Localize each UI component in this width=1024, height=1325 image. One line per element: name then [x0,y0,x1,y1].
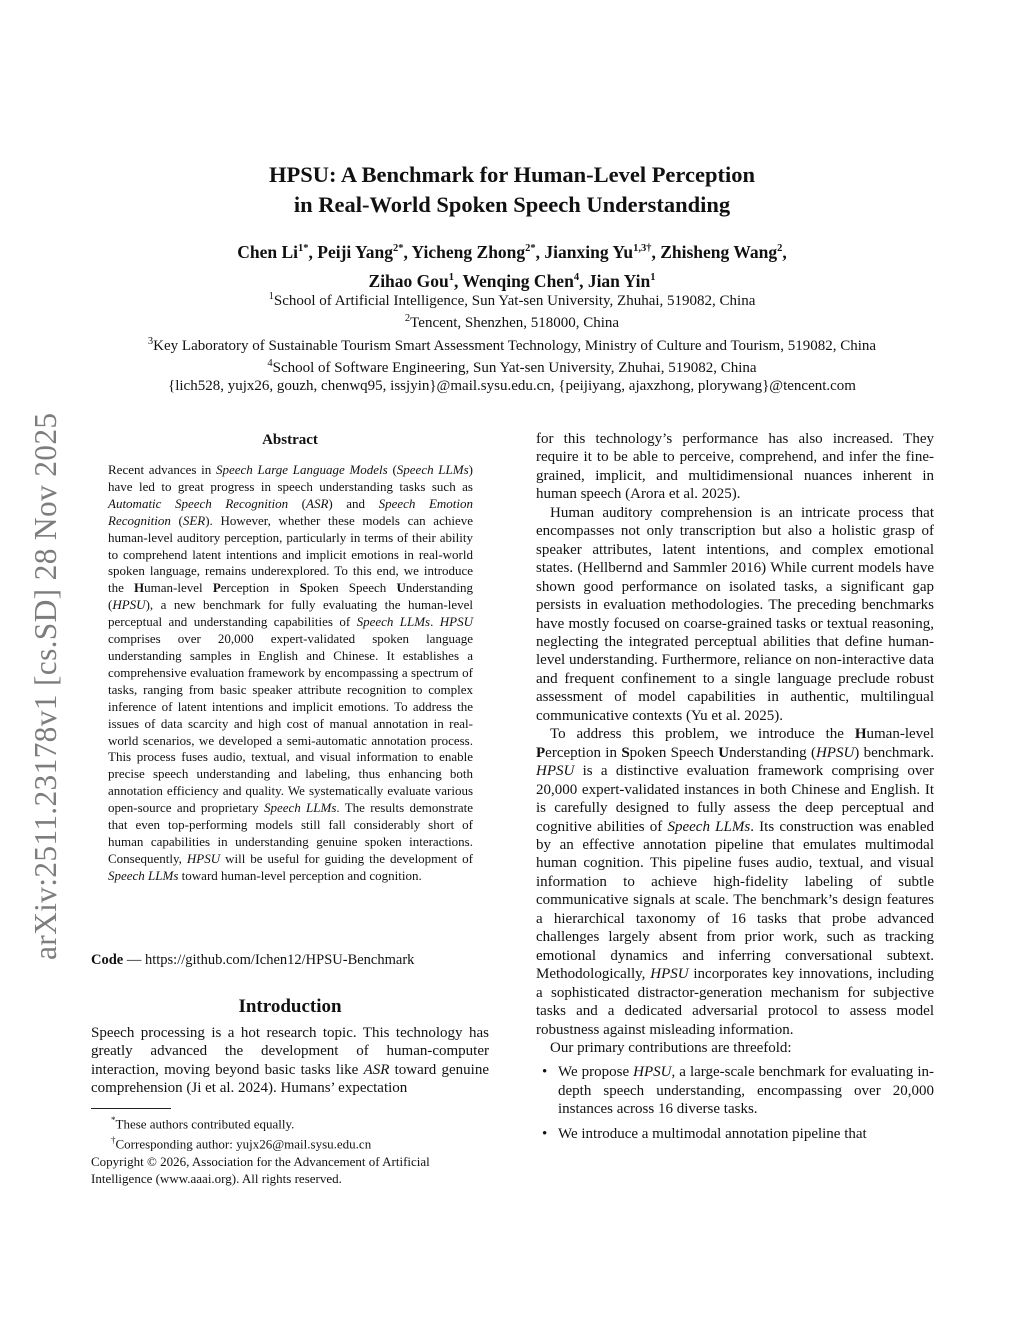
author-mark: 1 [448,271,455,283]
author-name: , Jian Yin [579,270,651,291]
text: erception in [220,580,300,596]
footnote-mark: * [111,1115,116,1125]
text: P [212,580,221,596]
text: nderstanding ( [729,744,816,761]
copyright-notice: Copyright © 2026, Association for the Advancement of Artificial Intelligence (www.aaai.org). All rights reserved. [91,1153,430,1186]
code-url-link[interactable]: https://github.com/Ichen12/HPSU-Benchmark [144,952,415,968]
text: uman-level [866,726,934,743]
text: toward human-level perception and cognition. [178,867,422,883]
text: , a large-scale benchmark for evaluating in-depth speech understanding, encompassing over 20,000 instances across 16 diverse tasks. [558,1064,934,1118]
text: ) have led to great progress in speech understanding tasks such as [108,462,473,494]
text: . Its construction was enabled by an effective annotation pipeline that emulates multimodal human cognition. This pipeline fuses audio, textual, and visual information to achieve high-fidelity labeling of subtle communicative signals at scale. The benchmark’s design features a hierarchical taxonomy of 16 tasks that probe advanced challenges largely absent from prior work, such as tracking emotional dynamics and inferring conversational subtext. Methodologically, [536,818,934,983]
author-name: , Peiji Yang [308,241,393,262]
title-line-2: in Real-World Spoken Speech Understanding [293,192,731,217]
author-name: , Yicheng Zhong [403,241,526,262]
text: S [621,744,630,761]
affiliation-text: School of Artificial Intelligence, Sun Yat-sen University, Zhuhai, 519082, China [273,293,756,309]
author-mark: 2 [777,243,783,254]
text: Speech LLMs [667,818,751,835]
author-mark: 1 [650,271,656,283]
text: Speech Large Language Models [215,462,388,477]
author-name: , Zhisheng Wang [651,241,778,262]
text: We introduce a multimodal annotation pipeline that [558,1125,867,1142]
author-emails: {lich528, yujx26, gouzh, chenwq95, issjyin}@mail.sysu.edu.cn, {peijiyang, ajaxzhong, plorywang}@tencent.com [168,378,856,395]
text: H [134,580,145,596]
author-mark: 4 [573,271,580,283]
text: H [854,726,867,743]
text: comprises over 20,000 expert-validated spoken language understanding samples in English and Chinese. It establishes a comprehensive evaluation framework by encompassing a spectrum of tasks, ranging from basic speaker attribute recognition to complex inference of latent intentions and implicit emotions. To address the issues of data scarcity and high cost of manual annotation in real-world scenarios, we developed a semi-automatic annotation process. This process fuses audio, textual, and visual information to enable precise speech understanding and labeling, thus enhancing both annotation efficiency and quality. We systematically evaluate various open-source and proprietary [108,631,473,816]
contributions-list [536,1063,934,1143]
author-mark: 1,3† [633,243,652,254]
text: HPSU [650,966,689,983]
text: poken Speech [306,580,397,596]
text: ) benchmark. [854,744,934,761]
footnote-2 [91,1132,489,1152]
affiliation-3 [60,333,964,355]
text: toward genuine comprehension (Ji et al. 2024). Humans’ expectation [91,1061,489,1097]
bullet-icon: • [542,1125,548,1142]
text: We propose [558,1064,634,1081]
text: Speech LLMs [396,462,469,477]
paragraph: Our primary contributions are threefold: [550,1039,792,1056]
affiliation-text: Key Laboratory of Sustainable Tourism Smart Assessment Technology, Ministry of Culture and Tourism, 519082, China [153,337,877,354]
list-item [536,1063,934,1118]
author-name: , Jianxing Yu [535,241,634,262]
text: ) and [328,495,379,511]
author-mark: 1* [298,243,309,254]
text: HPSU [815,744,855,761]
paragraph: for this technology’s performance has also increased. They require it to be able to perceive, comprehend, and infer the fine-grained, implicit, and multidimensional nuances inherent in human speech (Arora et al. 2025). [536,431,934,503]
text: ASR [363,1061,390,1078]
footnote-text: These authors contributed equally. [115,1116,295,1132]
text: incorporates key innovations, including a sophisticated distractor-generation mechanism for subjective tasks and a dedicated adversarial protocol to assess model robustness against misleading information. [536,966,934,1038]
bullet-icon: • [542,1064,548,1081]
code-link-line [91,952,489,969]
abstract-text [108,462,473,885]
author-name: Chen Li [237,241,299,262]
text: Speech LLMs [263,800,337,816]
text: Automatic Speech Recognition [108,495,289,511]
text: Speech LLMs [356,614,431,630]
affiliation-number: 2 [404,313,411,325]
paragraph [536,725,934,1039]
affiliation-text: Tencent, Shenzhen, 518000, China [410,315,620,332]
text: . The results demonstrate that even top-performing models still fall considerably short of human capabilities in understanding genuine spoken interactions. Consequently, [108,800,473,866]
affiliations [60,288,964,395]
paragraph: Human auditory comprehension is an intricate process that encompasses not only transcription but also a holistic grasp of speaker attributes, latent intentions, and complex emotional states. (Hellbernd and Sammler 2016) While current models have shown good performance on isolated tasks, a significant gap persists in evaluation methodologies. The preceding benchmarks have mostly focused on coarse-grained tasks or textual reasoning, neglecting the integrated perceptual abilities that define human-level understanding. Furthermore, reliance on non-interactive data and frequent confinement to a single language preclude robust assessment of model capabilities in authentic, multilingual communicative contexts (Yu et al. 2025). [536,504,934,724]
title-line-1: HPSU: A Benchmark for Human-Level Perception [268,162,755,187]
affiliation-1 [60,288,964,310]
text: ( [170,512,183,528]
affiliation-number: 3 [147,335,154,347]
text: S [299,580,307,596]
text: will be useful for guiding the development of [220,850,473,866]
text: P [536,744,546,761]
author-name: Zihao Gou [368,270,449,291]
text: U [718,744,730,761]
affiliation-number: 4 [267,357,273,369]
text: HPSU [186,850,221,866]
footnotes [91,1112,489,1187]
introduction-heading: Introduction [238,996,342,1017]
footnote-1 [91,1112,489,1132]
paper-title [150,160,874,220]
text: ( [387,462,397,477]
code-label: Code [91,952,124,968]
affiliation-4 [60,355,964,377]
footnote-mark: † [111,1135,116,1146]
text: SER [182,512,206,528]
text: To address this problem, we introduce the [550,726,855,743]
author-name: , Wenqing Chen [454,270,574,291]
text: nderstanding ( [108,580,473,613]
text: HPSU [536,763,575,780]
author-line-1 [120,236,904,265]
text: ). However, whether these models can achieve human-level auditory perception, particularly in terms of their ability to comprehend latent intentions and implicit emotions in real-world spoken language, remains underexplored. To this end, we introduce the [108,512,473,596]
code-separator: — [123,952,145,968]
author-sep: , [782,241,787,262]
text: is a distinctive evaluation framework comprising over 20,000 expert-validated instances in both Chinese and English. It is carefully designed to fully assess the deep perceptual and cognitive abilities of [536,763,934,835]
text: HPSU [633,1064,672,1081]
affiliation-number: 1 [268,291,274,302]
text: Speech processing is a hot research topic. This technology has greatly advanced the development of human-computer interaction, moving beyond basic tasks like [91,1025,489,1078]
arxiv-identifier: arXiv:2511.23178v1 [cs.SD] 28 Nov 2025 [28,412,63,960]
list-item [536,1125,934,1143]
author-mark: 2* [525,243,536,254]
introduction-right-column [536,430,934,1149]
text: Speech Emotion Recognition [108,495,473,528]
text: HPSU [112,597,146,613]
introduction-left-text [91,1024,489,1098]
affiliation-text: School of Software Engineering, Sun Yat-sen University, Zhuhai, 519082, China [272,359,757,376]
text: ), a new benchmark for fully evaluating the human-level perceptual and understanding capabilities of [108,597,473,630]
text: poken Speech [629,744,719,761]
text: HPSU [439,614,473,630]
author-list [120,236,904,294]
text: ( [288,495,307,511]
author-mark: 2* [392,243,404,254]
affiliation-2 [60,310,964,332]
footnote-rule [91,1108,171,1109]
footnote-text: Corresponding author: yujx26@mail.sysu.edu.cn [115,1136,372,1152]
text: uman-level [144,580,213,596]
text: Recent advances in [108,462,216,477]
text: . [430,614,440,630]
text: U [396,580,406,596]
text: erception in [545,744,622,761]
text: ASR [306,495,329,511]
text: Speech LLMs [108,867,179,883]
abstract-heading: Abstract [262,432,318,448]
